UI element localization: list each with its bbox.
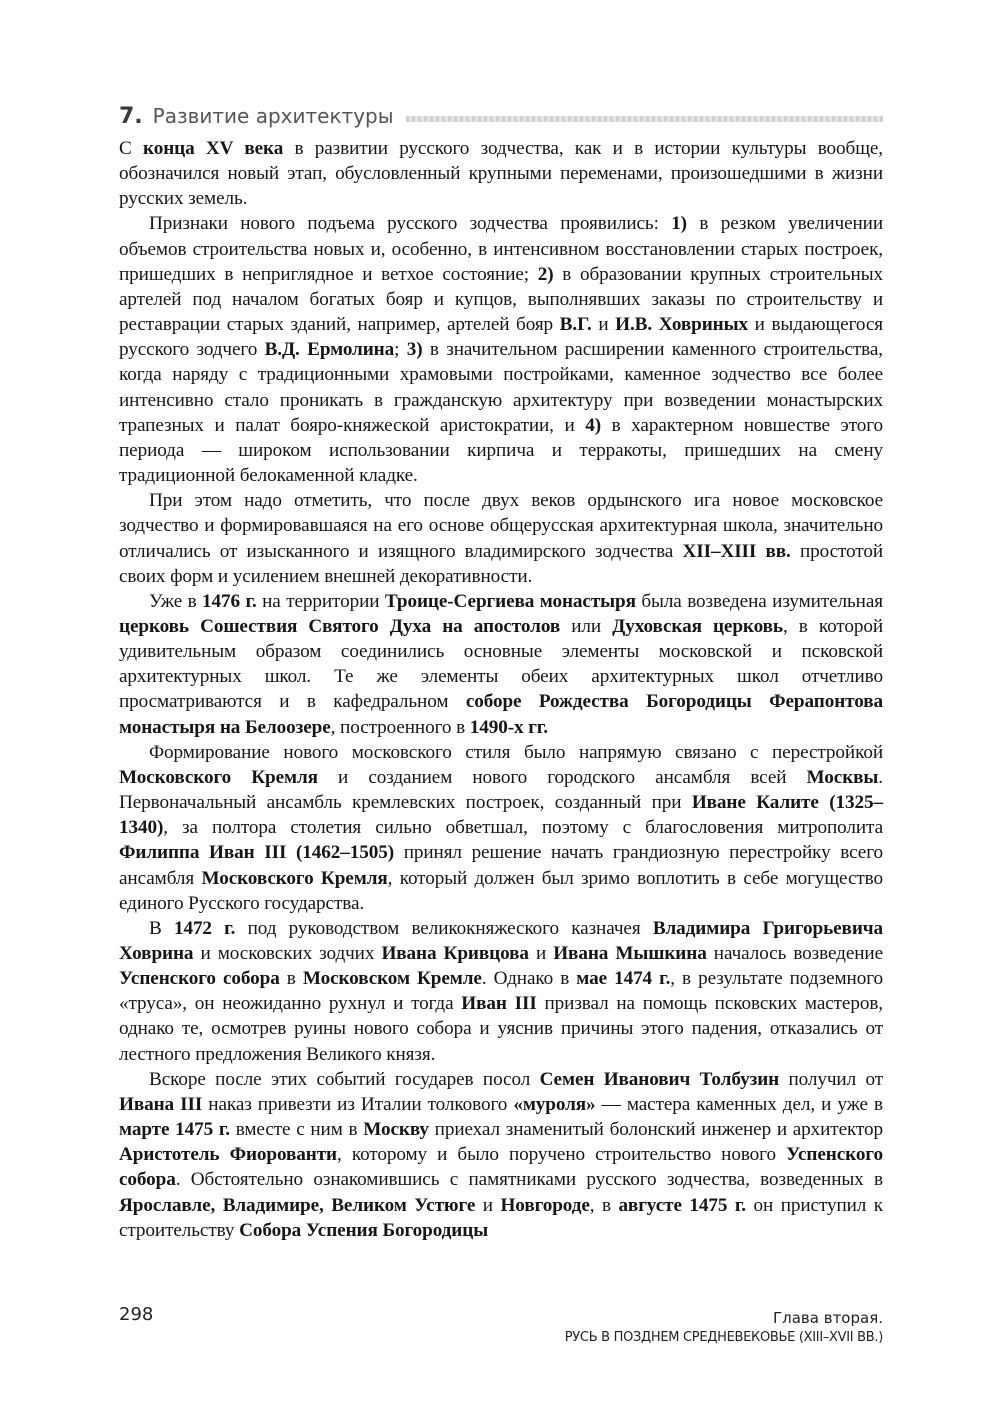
bold-term: 1490-х гг. <box>469 716 548 738</box>
bold-term: Иване Калите (1325–1340) <box>119 792 883 839</box>
text-run: в развитии русского зодчества, как и в истории культуры вообще, обозначился новый этап, обусловленный крупными переменами, произошедшими в жизни русских земель. <box>119 138 883 210</box>
text-run: , в результате подземного «труса», он неожиданно рухнул и тогда <box>119 968 883 1015</box>
text-run: в характерном новшестве этого периода — широком использовании кирпича и терракоты, пришедших на смену традиционной белокаменной кладке. <box>119 414 884 487</box>
bold-term: 1472 г. <box>173 917 236 939</box>
bold-term: Троице-Сергиева монастыря <box>384 590 636 612</box>
text-run: была возведена изумительная <box>635 590 883 612</box>
text-run: и московских зодчих <box>193 943 382 964</box>
bold-term: Аристотель Фиорованти <box>119 1144 337 1166</box>
bold-term: 2) <box>537 263 554 285</box>
bold-term: И.В. Ховриных <box>615 314 749 336</box>
bold-term: В.Д. Ермолина <box>264 339 395 361</box>
bold-term: Собора Успения Богородицы <box>239 1219 489 1241</box>
text-run: приехал знаменитый болонский инженер и архитектор <box>428 1119 884 1141</box>
bold-term: 1) <box>671 213 687 235</box>
bold-term: Филиппа Иван III (1462–1505) <box>119 842 395 864</box>
text-run: вместе с ним в <box>230 1119 364 1141</box>
text-run: ; <box>394 339 407 361</box>
chapter-title: Глава вторая. <box>773 1309 883 1327</box>
bold-term: Ивана Кривцова <box>381 943 529 964</box>
text-run: Формирование нового московского стиля было напрямую связано с перестройкой <box>149 741 883 763</box>
body-text <box>119 136 883 1243</box>
bold-term: 1476 г. <box>202 590 257 612</box>
section-header <box>119 96 883 136</box>
text-run: Вскоре после этих событий государев посол <box>149 1068 540 1090</box>
bold-term: Новгороде <box>500 1194 590 1216</box>
text-run: . Первоначальный ансамбль кремлевских построек, созданный при <box>119 766 883 814</box>
text-run: или <box>560 615 613 637</box>
bold-term: Ивана Мышкина <box>553 943 707 964</box>
bold-term: церковь Сошествия Святого Духа на апостолов <box>119 615 561 637</box>
bold-term: В.Г. <box>559 314 592 336</box>
bold-term: соборе Рождества Богородицы Ферапонтова монастыря на Белоозере <box>119 691 883 738</box>
text-run: и созданием нового городского ансамбля всей <box>317 766 807 788</box>
text-run: . Обстоятельно ознакомившись с памятниками русского зодчества, возведенных в <box>175 1169 883 1191</box>
bold-term: конца XV века <box>143 138 284 159</box>
paragraph <box>119 488 883 589</box>
page-content <box>119 96 883 1243</box>
text-run: получил от <box>779 1068 883 1090</box>
paragraph <box>119 1067 883 1243</box>
section-number: 7. <box>119 103 143 129</box>
text-run: , в <box>589 1194 619 1216</box>
text-run: С <box>119 138 143 159</box>
text-run: В <box>149 917 174 939</box>
bold-term: Ярославле, Владимире, Великом Устюге <box>119 1194 476 1216</box>
section-title: Развитие архитектуры <box>152 104 394 128</box>
text-run: и выдающегося русского зодчего <box>119 314 884 361</box>
header-rule <box>406 116 883 122</box>
bold-term: Московском Кремле <box>302 968 482 990</box>
page-footer <box>119 1304 883 1364</box>
bold-term: Московского Кремля <box>201 867 388 889</box>
text-run: и <box>591 314 616 336</box>
text-run: в образовании крупных строительных артелей под началом богатых бояр и купцов, выполнявших заказы по строительству и реставрации старых зданий, например, артелей бояр <box>119 263 883 336</box>
bold-term: Семен Иванович Толбузин <box>539 1068 780 1090</box>
bold-term: Духовская церковь <box>612 615 783 637</box>
text-run: Признаки нового подъема русского зодчества проявились: <box>149 213 672 235</box>
paragraph <box>119 211 883 488</box>
text-run: призвал на помощь псковских мастеров, однако те, осмотрев руины нового собора и уяснив причины этого падения, отказались от лестного предложения Великого князя. <box>119 993 883 1065</box>
bold-term: Успенского собора <box>119 1144 883 1191</box>
bold-term: Москву <box>363 1119 429 1141</box>
text-run: на территории <box>256 590 385 612</box>
bold-term: «муроля» <box>513 1093 596 1115</box>
text-run: принял решение начать грандиозную перестройку всего ансамбля <box>119 842 883 889</box>
bold-term: 3) <box>406 339 423 361</box>
paragraph <box>119 136 883 211</box>
bold-term: Владимира Григорьевича Ховрина <box>119 917 883 964</box>
text-run: в значительном расширении каменного строительства, когда наряду с традиционными храмовыми постройками, каменное зодчество все более интенсивно стало проникать в гражданскую архитектуру при возведении монастырских трапезных и палат бояро-княжеской аристократии, и <box>119 339 883 436</box>
bold-term: августе 1475 г. <box>618 1194 747 1216</box>
text-run: , который должен был зримо воплотить в себе могущество единого Русского государства. <box>119 867 883 914</box>
bold-term: Москвы <box>806 766 879 788</box>
bold-term: мае 1474 г. <box>576 968 671 990</box>
paragraph <box>119 916 883 1067</box>
page-number: 298 <box>119 1304 154 1325</box>
text-run: и <box>475 1194 501 1216</box>
text-run: и <box>528 943 554 964</box>
text-run: в резком увеличении объемов строительства новых и, особенно, в интенсивном восстановлении старых построек, пришедших в неприглядное и ветхое состояние; <box>119 213 884 285</box>
bold-term: XII–XIII вв. <box>682 540 791 562</box>
chapter-subtitle: РУСЬ В ПОЗДНЕМ СРЕДНЕВЕКОВЬЕ (XIII–XVII ВВ.) <box>564 1330 883 1345</box>
text-run: простотой своих форм и усилением внешней декоративности. <box>119 540 883 587</box>
text-run: Уже в <box>149 590 203 612</box>
bold-term: 4) <box>585 414 602 436</box>
bold-term: Успенского собора <box>119 968 280 990</box>
bold-term: Ивана III <box>119 1093 203 1115</box>
paragraph <box>119 589 883 740</box>
text-run: . Однако в <box>481 968 577 990</box>
bold-term: марте 1475 г. <box>119 1119 231 1141</box>
text-run: , которому и было поручено строительство нового <box>337 1144 787 1166</box>
text-run: началось возведение <box>706 943 883 964</box>
bold-term: Московского Кремля <box>119 766 318 788</box>
text-run: , построенного в <box>330 716 470 738</box>
text-run: , в которой удивительным образом соединились основные элементы московской и псковской архитектурных школ. Те же элементы обеих архитектурных школ отчетливо просматриваются и в кафедральном <box>119 615 883 713</box>
text-run: — мастера каменных дел, и уже в <box>595 1093 883 1115</box>
chapter-running-title <box>565 1308 883 1348</box>
text-run: При этом надо отметить, что после двух веков ордынского ига новое московское зодчество и формировавшаяся на его основе общерусская архитектурная школа, значительно отличались от изысканного и изящного владимирского зодчества <box>119 490 883 562</box>
text-run: в <box>279 968 303 990</box>
text-run: , за полтора столетия сильно обветшал, поэтому с благословения митрополита <box>163 817 883 839</box>
paragraph <box>119 740 883 916</box>
text-run: под руководством великокняжеского казначея <box>235 917 653 939</box>
text-run: наказ привезти из Италии толкового <box>202 1093 514 1115</box>
text-run: он приступил к строительству <box>119 1194 884 1241</box>
bold-term: Иван III <box>461 993 537 1015</box>
